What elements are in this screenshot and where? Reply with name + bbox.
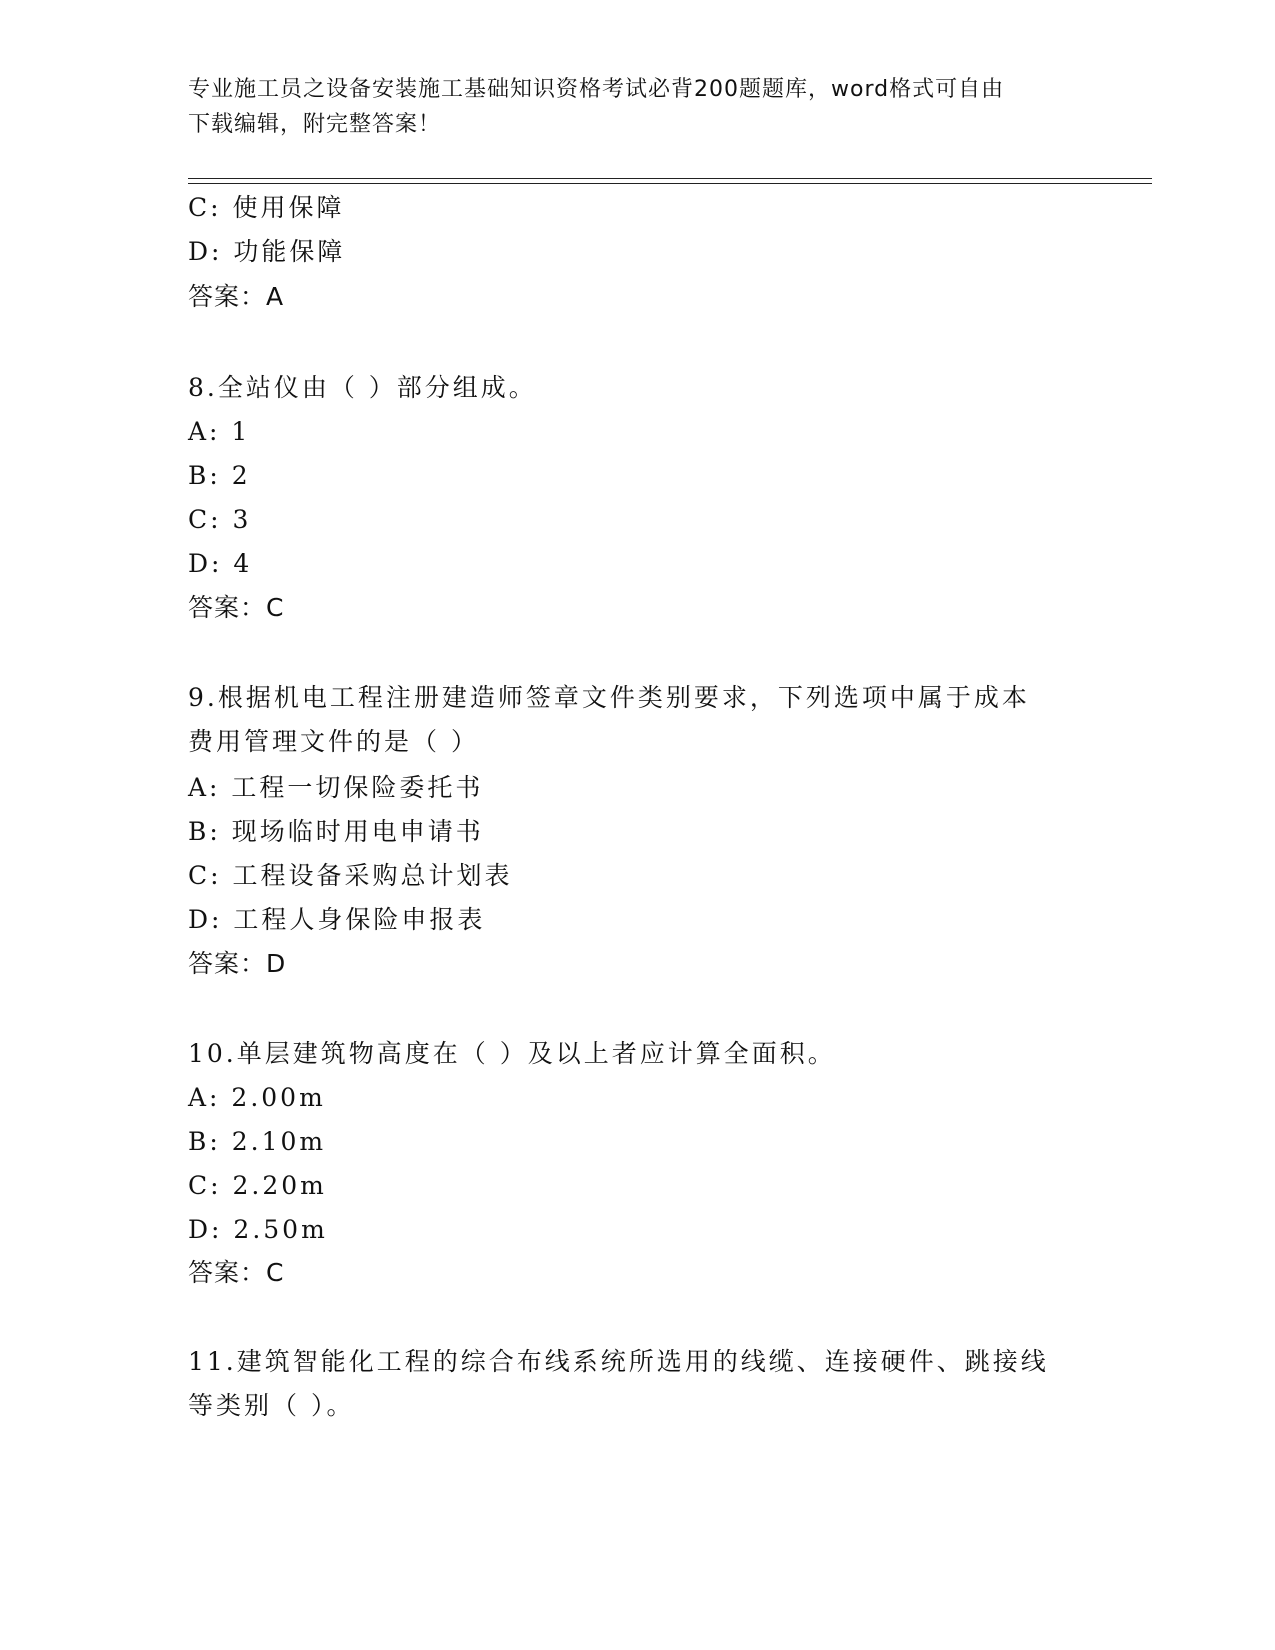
- q9-answer: 答案：D: [188, 949, 287, 978]
- q8-option-d: D: 4: [188, 549, 253, 578]
- q10-answer: 答案：C: [188, 1258, 285, 1287]
- q9-option-c: C: 工程设备采购总计划表: [188, 861, 513, 890]
- q8-question: 8.全站仪由（ ）部分组成。: [188, 373, 537, 402]
- q10-question: 10.单层建筑物高度在（ ）及以上者应计算全面积。: [188, 1039, 836, 1068]
- q10-option-c: C: 2.20m: [188, 1171, 327, 1200]
- q7-option-d: D: 功能保障: [188, 237, 346, 266]
- q8-option-b: B: 2: [188, 461, 251, 490]
- q8-answer: 答案：C: [188, 593, 285, 622]
- q10-option-b: B: 2.10m: [188, 1127, 327, 1156]
- q11-question-line-1: 11.建筑智能化工程的综合布线系统所选用的线缆、连接硬件、跳接线: [188, 1347, 1049, 1376]
- q7-answer: 答案：A: [188, 282, 285, 311]
- q10-option-a: A: 2.00m: [188, 1083, 326, 1112]
- q9-option-d: D: 工程人身保险申报表: [188, 905, 486, 934]
- q9-option-a: A: 工程一切保险委托书: [188, 773, 484, 802]
- q9-option-b: B: 现场临时用电申请书: [188, 817, 484, 846]
- q9-question-line-1: 9.根据机电工程注册建造师签章文件类别要求，下列选项中属于成本: [188, 683, 1030, 712]
- q7-option-c: C: 使用保障: [188, 193, 345, 222]
- q10-option-d: D: 2.50m: [188, 1215, 328, 1244]
- header-line-1: 专业施工员之设备安装施工基础知识资格考试必背200题题库，word格式可自由: [188, 77, 1005, 102]
- q11-question-line-2: 等类别（ ）。: [188, 1391, 355, 1420]
- q9-question-line-2: 费用管理文件的是（ ）: [188, 727, 479, 756]
- q8-option-a: A: 1: [188, 417, 251, 446]
- header-line-2: 下载编辑，附完整答案！: [188, 112, 442, 137]
- q8-option-c: C: 3: [188, 505, 252, 534]
- document-header: [188, 72, 1088, 142]
- header-divider-top: [188, 178, 1152, 179]
- header-divider-bottom: [188, 183, 1152, 184]
